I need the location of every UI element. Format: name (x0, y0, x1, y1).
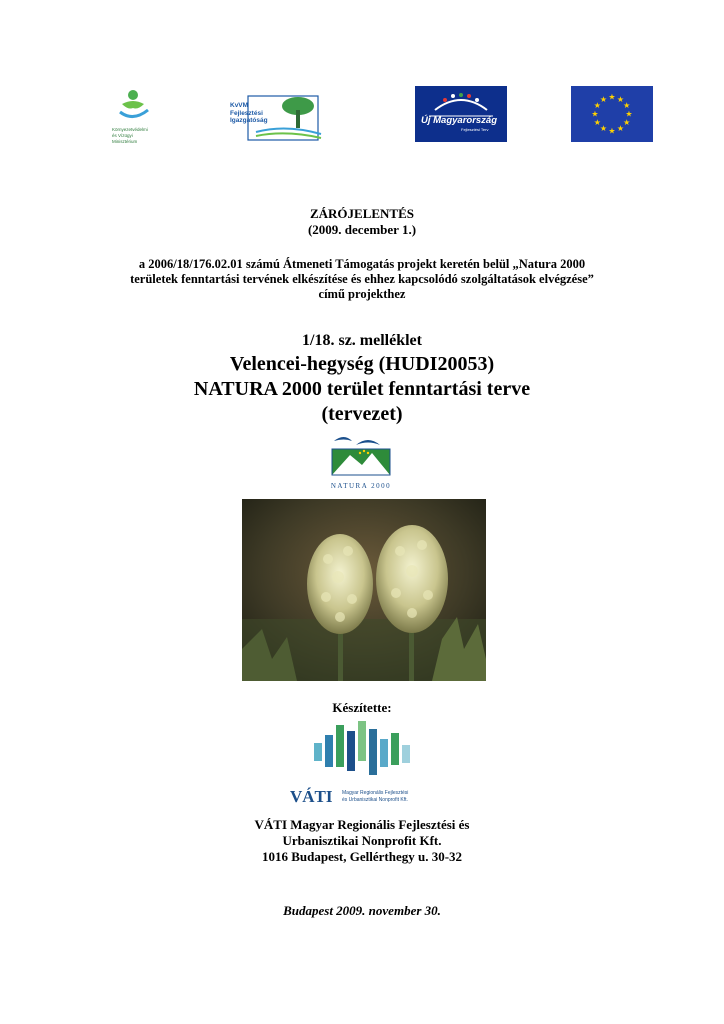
leaf-person-icon (112, 88, 162, 122)
kvvm-development-directorate-logo (226, 90, 326, 144)
vati-bars-icon (268, 717, 458, 783)
eu-star-icon: ★ (608, 126, 616, 136)
vati-logo-sub-2: és Urbanisztikai Nonprofit Kft. (342, 797, 408, 803)
kvvm-line-1: Környezetvédelmi (112, 127, 148, 132)
vati-logo (268, 717, 458, 815)
plan-status: (tervezet) (321, 403, 403, 425)
eu-star-icon: ★ (591, 109, 599, 119)
report-title: ZÁRÓJELENTÉS (309, 206, 415, 221)
natura-logo-text: NATURA 2000 (330, 482, 392, 490)
org-line-1: VÁTI Magyar Regionális Fejlesztési és (254, 817, 470, 832)
plan-title: NATURA 2000 terület fenntartási terve (193, 378, 531, 400)
uj-magyarorszag-logo (415, 86, 507, 142)
umft-subtitle: Fejlesztési Terv (461, 127, 489, 132)
prepared-by-label: Készítette: (332, 700, 392, 715)
eu-star-icon: ★ (616, 124, 625, 134)
eu-star-icon: ★ (623, 101, 631, 110)
org-address: 1016 Budapest, Gellérthegy u. 30-32 (261, 849, 463, 864)
vati-logo-sub-1: Magyar Regionális Fejlesztési (342, 790, 409, 796)
eu-star-icon: ★ (608, 92, 616, 102)
site-name: Velencei-hegység (HUDI20053) (229, 353, 495, 375)
eu-flag-icon (571, 86, 653, 142)
kvvm-right-line-2: Fejlesztési (230, 109, 263, 117)
kvvm-right-line-1: KvVM (230, 102, 249, 109)
kvvm-line-2: és Vízügyi (112, 133, 133, 138)
eu-star-icon: ★ (599, 94, 608, 104)
umft-title: Új Magyarország (421, 115, 498, 126)
kvvm-line-3: Minisztérium (112, 139, 138, 144)
annex-number: 1/18. sz. melléklet (302, 332, 422, 349)
eu-stars-icon (571, 86, 653, 142)
astragalus-flower-image (242, 499, 486, 681)
place-date: Budapest 2009. november 30. (283, 903, 441, 918)
eu-star-icon: ★ (593, 118, 601, 127)
eu-star-icon: ★ (599, 124, 608, 134)
eu-star-icon: ★ (616, 94, 625, 104)
natura-2000-logo (326, 431, 396, 490)
eu-star-icon: ★ (625, 109, 633, 119)
umft-arc-icon (415, 86, 507, 142)
project-line-3: című projekthez (318, 287, 406, 301)
kvvm-ministry-logo (112, 88, 162, 150)
report-date: (2009. december 1.) (307, 222, 417, 237)
natura-birds-icon (326, 431, 396, 477)
project-line-2: területek fenntartási tervének elkészítése és ehhez kapcsolódó szolgáltatások elvégzése” (130, 272, 594, 286)
eu-star-icon: ★ (593, 101, 601, 110)
eu-star-icon: ★ (623, 118, 631, 127)
org-line-2: Urbanisztikai Nonprofit Kft. (282, 833, 442, 848)
kvvm-right-line-3: Igazgatóság (230, 117, 268, 124)
plant-photo (242, 499, 486, 681)
vati-logo-text: VÁTI (290, 787, 333, 806)
project-line-1: a 2006/18/176.02.01 számú Átmeneti Támogatás projekt keretén belül „Natura 2000 (138, 257, 586, 271)
